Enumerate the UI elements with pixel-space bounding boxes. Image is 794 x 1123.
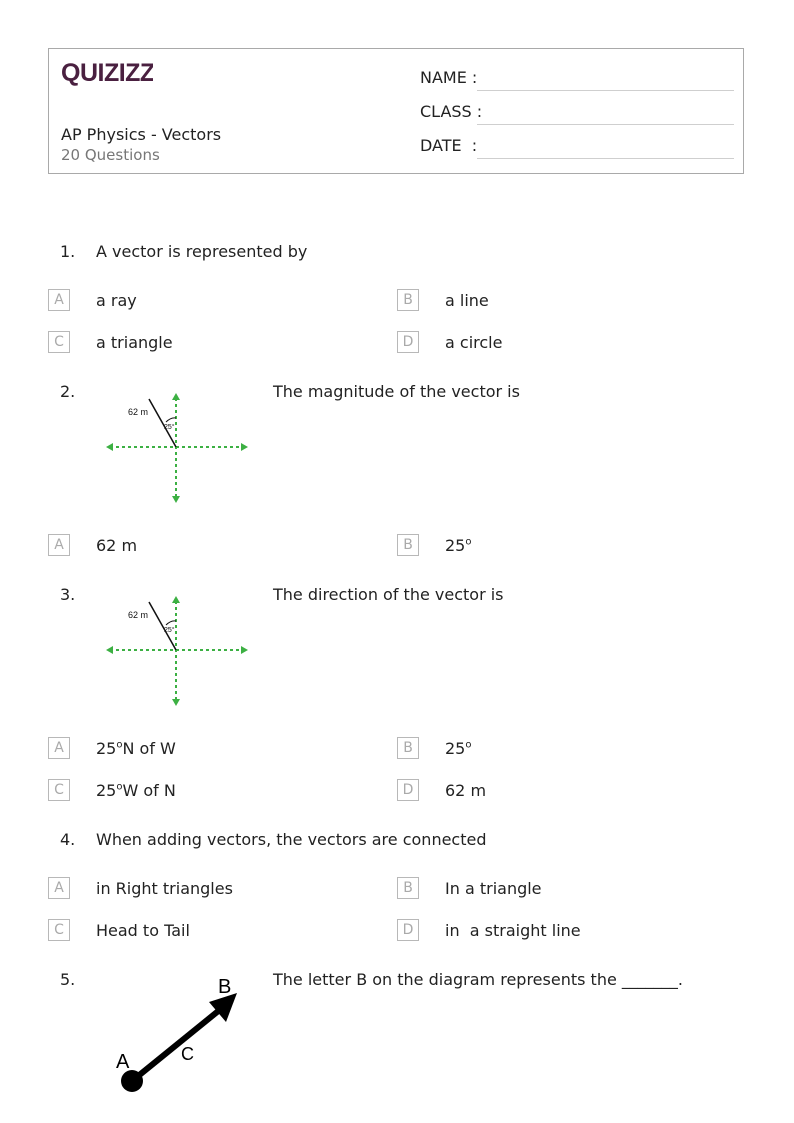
- option-a-text[interactable]: in Right triangles: [96, 879, 233, 898]
- question-text: When adding vectors, the vectors are connected: [96, 830, 487, 849]
- angle-label: 25°: [164, 424, 175, 431]
- worksheet-header: [48, 48, 744, 174]
- angle-arc: [166, 621, 176, 625]
- angle-arc: [166, 418, 176, 422]
- option-b-text[interactable]: 25$^o$: [445, 739, 472, 758]
- quizizz-logo-graphic: [61, 57, 153, 87]
- option-d-text[interactable]: in a straight line: [445, 921, 581, 940]
- option-d-box[interactable]: D: [397, 779, 419, 801]
- vector-axes-graphic: [104, 390, 250, 506]
- vector-axes-graphic: [104, 593, 250, 709]
- question-count: 20 Questions: [61, 146, 160, 164]
- magnitude-label: 62 m: [128, 610, 149, 620]
- north-arrowhead: [172, 393, 180, 400]
- arrow-tail-dot: [121, 1070, 143, 1092]
- option-b-box[interactable]: B: [397, 534, 419, 556]
- option-d-text[interactable]: a circle: [445, 333, 503, 352]
- name-field[interactable]: [420, 68, 734, 92]
- east-arrowhead: [241, 646, 248, 654]
- question-number: 5.: [60, 970, 76, 989]
- west-arrowhead: [106, 646, 113, 654]
- angle-label: 25°: [164, 627, 175, 634]
- option-b-text[interactable]: a line: [445, 291, 489, 310]
- quiz-title: AP Physics - Vectors: [61, 125, 222, 144]
- label-b: B: [218, 976, 232, 998]
- logo-text: QUIZIZZ: [61, 59, 153, 87]
- class-label: CLASS :: [420, 102, 483, 121]
- option-a-text[interactable]: 25$^o$N of W: [96, 739, 176, 758]
- arrow-diagram: [110, 970, 250, 1104]
- option-c-text[interactable]: a triangle: [96, 333, 173, 352]
- option-b-text[interactable]: 25$^o$: [445, 536, 472, 555]
- option-a-box[interactable]: A: [48, 737, 70, 759]
- option-c-box[interactable]: C: [48, 779, 70, 801]
- question-text: A vector is represented by: [96, 242, 308, 261]
- question-text: The magnitude of the vector is: [273, 382, 520, 401]
- west-arrowhead: [106, 443, 113, 451]
- class-field[interactable]: [420, 102, 734, 126]
- name-label: NAME :: [420, 68, 478, 87]
- arrow-shaft: [132, 1008, 222, 1081]
- option-a-text[interactable]: 62 m: [96, 536, 138, 555]
- question-number: 4.: [60, 830, 76, 849]
- vector-line: [149, 602, 176, 650]
- question-text: The direction of the vector is: [273, 585, 504, 604]
- option-d-box[interactable]: D: [397, 919, 419, 941]
- vector-line: [149, 399, 176, 447]
- option-a-box[interactable]: A: [48, 877, 70, 899]
- option-d-text[interactable]: 62 m: [445, 781, 487, 800]
- label-c: C: [181, 1044, 194, 1064]
- option-d-box[interactable]: D: [397, 331, 419, 353]
- question-number: 3.: [60, 585, 76, 604]
- east-arrowhead: [241, 443, 248, 451]
- date-field[interactable]: [420, 136, 734, 160]
- vector-diagram: [104, 390, 250, 510]
- south-arrowhead: [172, 496, 180, 503]
- class-line[interactable]: [477, 124, 734, 125]
- north-arrowhead: [172, 596, 180, 603]
- option-c-text[interactable]: 25$^o$W of N: [96, 781, 176, 800]
- label-a: A: [116, 1051, 130, 1073]
- option-c-box[interactable]: C: [48, 331, 70, 353]
- option-b-text[interactable]: In a triangle: [445, 879, 542, 898]
- date-line[interactable]: [477, 158, 734, 159]
- option-a-text[interactable]: a ray: [96, 291, 137, 310]
- magnitude-label: 62 m: [128, 407, 149, 417]
- question-number: 2.: [60, 382, 76, 401]
- option-a-box[interactable]: A: [48, 534, 70, 556]
- arrow-vector-graphic: [110, 970, 250, 1100]
- question-number: 1.: [60, 242, 76, 261]
- option-c-box[interactable]: C: [48, 919, 70, 941]
- option-a-box[interactable]: A: [48, 289, 70, 311]
- quizizz-logo: [61, 57, 153, 91]
- option-b-box[interactable]: B: [397, 877, 419, 899]
- question-text: The letter B on the diagram represents the _______.: [273, 970, 683, 989]
- option-b-box[interactable]: B: [397, 737, 419, 759]
- option-b-box[interactable]: B: [397, 289, 419, 311]
- south-arrowhead: [172, 699, 180, 706]
- option-c-text[interactable]: Head to Tail: [96, 921, 190, 940]
- name-line[interactable]: [477, 90, 734, 91]
- date-label: DATE :: [420, 136, 478, 155]
- vector-diagram: [104, 593, 250, 713]
